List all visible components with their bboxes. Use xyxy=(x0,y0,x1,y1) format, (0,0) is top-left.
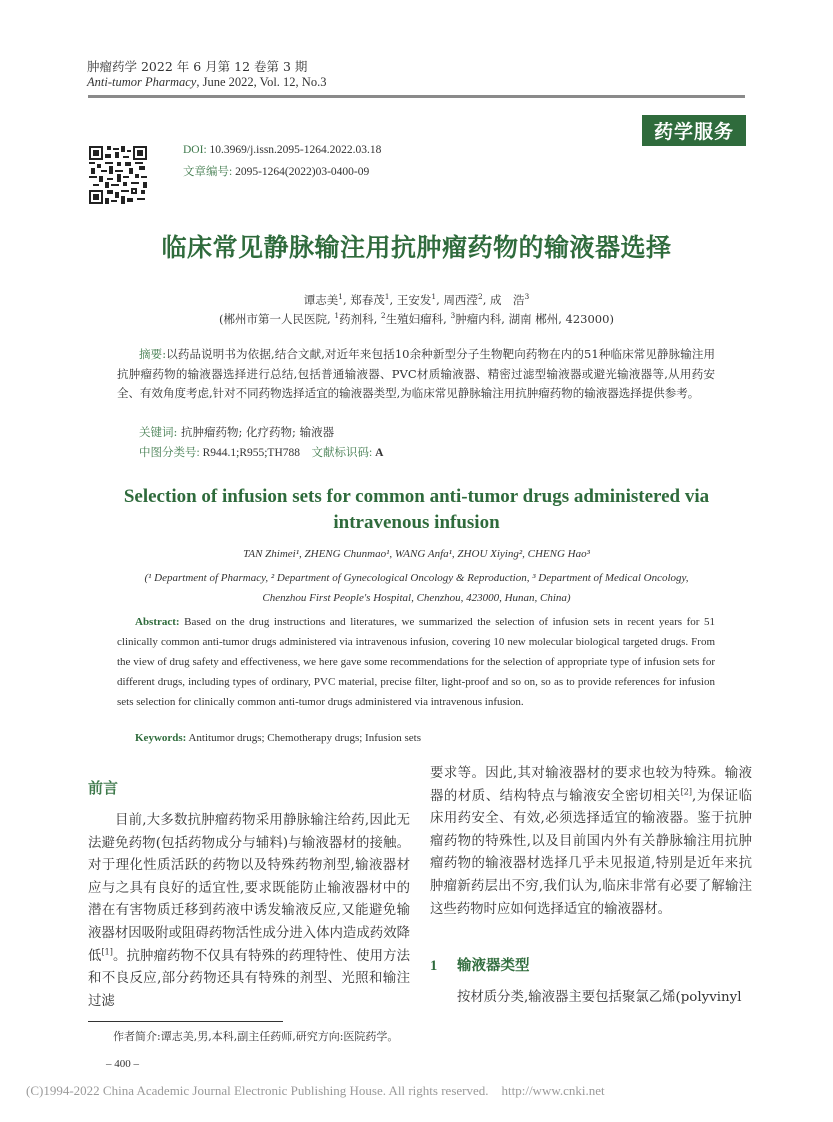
intro-text-a: 目前,大多数抗肿瘤药物采用静脉输注给药,因此无法避免药物(包括药物成分与辅料)与输液器材的接触。对于理化性质活跃的药物以及特殊药物剂型,输液器材应与之具有良好的适宜性,要求既能防止输液器材中的潜在有害物质迁移到药液中诱发输液反应,又能避免输液器材因吸附或阻碍药物活性成分进入体内造成药效降低 xyxy=(88,813,410,964)
article-number xyxy=(183,163,369,179)
author: 成 浩 xyxy=(490,293,525,307)
abstract-en xyxy=(117,612,715,712)
classification xyxy=(139,444,383,460)
affiliation-sup: 2 xyxy=(380,311,386,321)
doi-value[interactable]: 10.3969/j.issn.2095-1264.2022.03.18 xyxy=(206,144,382,156)
article-number-value: 2095-1264(2022)03-0400-09 xyxy=(232,166,370,178)
keywords-en-label: Keywords: xyxy=(135,732,187,744)
title-cn: 临床常见静脉输注用抗肿瘤药物的输液器选择 xyxy=(161,233,672,262)
author-sup: 2 xyxy=(477,292,483,302)
keywords-cn xyxy=(139,424,334,440)
qr-code-icon xyxy=(89,146,147,204)
affiliation-cn xyxy=(0,311,833,327)
affiliation-sup: 3 xyxy=(450,311,456,321)
abstract-cn-text: 以药品说明书为依据,结合文献,对近年来包括10余种新型分子生物靶向药物在内的51种临床常见静脉输注用抗肿瘤药物的输液器选择进行总结,包括普通输液器、PVC材质输液器、精密过滤型输液器或避光输液器等,从用药安全、有效角度考虑,针对不同药物选择适宜的输液器类型,为临床常见静脉输注用抗肿瘤药物的输液器选择提供参考。 xyxy=(117,347,715,400)
affiliation-en xyxy=(0,568,833,608)
author: 谭志美 xyxy=(303,293,339,307)
author-sup: 1 xyxy=(384,292,390,302)
citation-2[interactable]: [2] xyxy=(680,787,693,797)
authors-en: TAN Zhimei¹, ZHENG Chunmao¹, WANG Anfa¹, ZHOU Xiying², CHENG Hao³ xyxy=(243,548,590,560)
author-sup: 1 xyxy=(431,292,437,302)
author: 郑春茂 xyxy=(350,293,385,307)
section-1-paragraph: 按材质分类,输液器主要包括聚氯乙烯(polyvinyl xyxy=(457,990,742,1005)
keywords-en xyxy=(135,732,421,744)
author: 王安发 xyxy=(396,293,432,307)
section-number: 1 xyxy=(430,958,438,974)
affiliation-hospital: (郴州市第一人民医院, xyxy=(219,312,335,326)
footnote-rule xyxy=(88,1021,283,1022)
journal-name-cn: 肿瘤药学 2022 年 6 月第 12 卷第 3 期 xyxy=(87,59,308,74)
citation-1[interactable]: [1] xyxy=(101,947,113,957)
doi-label: DOI: xyxy=(183,144,207,156)
section-heading-1 xyxy=(430,954,530,975)
affiliation-en-line2: Chenzhou First People's Hospital, Chenzhou, 423000, Hunan, China) xyxy=(262,592,571,604)
journal-name-en xyxy=(87,75,326,90)
affiliation-dept-1: 药剂科, xyxy=(339,312,381,326)
intro-cont-text-a: 要求等。因此,其对输液器材的要求也较为特殊。输液器的材质、结构特点与输液安全密切相关 xyxy=(430,766,752,804)
author-sup: 1 xyxy=(338,292,343,302)
abstract-cn xyxy=(117,345,715,404)
clc-value: R944.1;R955;TH788 xyxy=(199,447,301,459)
affiliation-en-line1: (¹ Department of Pharmacy, ² Department of Gynecological Oncology & Reproduction, ³ Department of Medical Oncology, xyxy=(144,572,689,584)
title-en: Selection of infusion sets for common anti-tumor drugs administered via intravenous infusion xyxy=(123,486,710,533)
author-bio-footnote: 作者简介:谭志美,男,本科,副主任药师,研究方向:医院药学。 xyxy=(113,1030,399,1043)
abstract-en-text: Based on the drug instructions and literatures, we summarized the selection of infusion sets in recent years for 51 clinically common anti-tumor drugs administered via intravenous infusion, covering 10 new molecular biological targeted drugs. From the view of drug safety and effectiveness, we here gave some recommendations for the selection of appropriate type of infusion sets for different drugs, including types of ordinary, PVC material, precise filter, light-proof and so on, so as to provide references for infusion sets selection for clinically common anti-tumor drugs administered via intravenous infusion. xyxy=(117,616,715,708)
affiliation-dept-2: 生殖妇瘤科, xyxy=(385,312,451,326)
section-title: 输液器类型 xyxy=(457,958,530,974)
abstract-en-label: Abstract: xyxy=(135,616,180,628)
affiliation-dept-3: 肿瘤内科, 湖南 郴州, 423000) xyxy=(455,312,614,326)
copyright-notice: (C)1994-2022 China Academic Journal Electronic Publishing House. All rights reserved. http://www.cnki.net xyxy=(26,1083,605,1098)
keywords-cn-text: 抗肿瘤药物; 化疗药物; 输液器 xyxy=(177,425,335,439)
doc-code-label: 文献标识码: xyxy=(311,447,373,459)
section-heading-intro: 前言 xyxy=(88,779,119,797)
clc-label: 中图分类号: xyxy=(139,447,200,459)
intro-paragraph xyxy=(88,810,410,1013)
keywords-cn-label: 关键词: xyxy=(139,425,178,439)
article-number-label: 文章编号: xyxy=(183,166,233,178)
section-badge: 药学服务 xyxy=(642,115,746,146)
keywords-en-text: Antitumor drugs; Chemotherapy drugs; Infusion sets xyxy=(186,732,421,744)
author-sup: 3 xyxy=(524,292,530,302)
doc-code-value: A xyxy=(372,447,384,459)
header-rule xyxy=(88,95,745,98)
journal-issue-en: , June 2022, Vol. 12, No.3 xyxy=(196,75,327,89)
author: 周西滢 xyxy=(443,293,478,307)
page-number: – 400 – xyxy=(106,1058,139,1070)
doi xyxy=(183,144,381,156)
affiliation-sup: 1 xyxy=(334,311,340,321)
abstract-cn-label: 摘要: xyxy=(139,347,167,361)
journal-title-en: Anti-tumor Pharmacy xyxy=(87,75,197,89)
authors-cn: 谭志美$^1$, 郑春茂$^1$, 王安发$^1$, 周西滢$^2$, 成 浩$^3$ xyxy=(303,292,530,307)
intro-paragraph-continued xyxy=(430,763,752,921)
intro-cont-text-b: ,为保证临床用药安全、有效,必须选择适宜的输液器。鉴于抗肿瘤药物的特殊性,以及目前国内外有关静脉输注用抗肿瘤药物的输液器材选择几乎未见报道,特别是近年来抗肿瘤新药层出不穷,我们认为,临床非常有必要了解输注这些药物时应如何选择适宜的输液器材。 xyxy=(430,788,753,917)
intro-text-b: 。抗肿瘤药物不仅具有特殊的药理特性、使用方法和不良反应,部分药物还具有特殊的剂型、光照和输注过滤 xyxy=(88,948,411,1009)
